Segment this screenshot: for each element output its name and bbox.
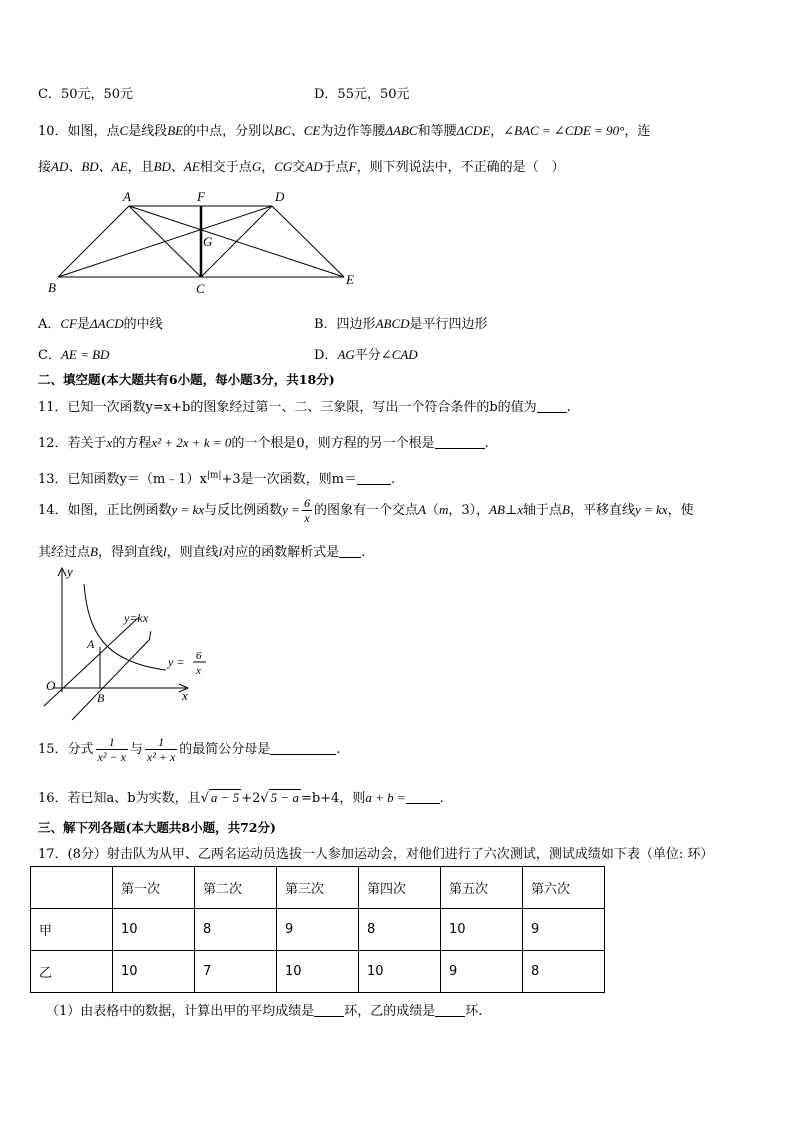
table-cell: 甲 [31, 909, 113, 951]
q16: 16．若已知a、b为实数，且√ a − 5 +2√ 5 − a =b+4，则a + b = . [38, 790, 444, 806]
q16-blank[interactable] [406, 791, 440, 804]
table-header-cell: 第五次 [441, 867, 523, 909]
q12-blank[interactable] [435, 436, 485, 449]
q17-sub1: （1）由表格中的数据，计算出甲的平均成绩是 环，乙的成绩是 环. [46, 1004, 483, 1019]
table-cell: 9 [277, 909, 359, 951]
table-cell: 10 [277, 951, 359, 993]
table-cell: 9 [441, 951, 523, 993]
table-cell: 10 [113, 909, 195, 951]
label-g: G [203, 234, 213, 249]
table-cell: 7 [195, 951, 277, 993]
q14-line2: 其经过点B，得到直线l，则直线l对应的函数解析式是 . [38, 544, 366, 560]
label-a: A [123, 189, 131, 204]
fig-x-den-label: x [196, 665, 201, 677]
table-cell: 乙 [31, 951, 113, 993]
fig-b-label: B [97, 691, 105, 705]
table-row [31, 909, 605, 951]
table-header-cell: 第四次 [359, 867, 441, 909]
q13: 13．已知函数$y=(m﹣1)x^{|m|}+3$是一次函数，则m＝ . [38, 470, 396, 487]
q16-sqrt-1: a − 5 [210, 790, 240, 805]
label-e: E [346, 272, 354, 287]
q13-blank[interactable] [357, 472, 391, 485]
q17-intro: 17．(8分）射击队为从甲、乙两名运动员选拔一人参加运动会，对他们进行了六次测试，测试成绩如下表（单位: 环） [38, 847, 714, 862]
table-header-cell: 第二次 [195, 867, 277, 909]
line-l [72, 640, 149, 720]
table-header-cell [31, 867, 113, 909]
fig-yeq-label: y = [168, 655, 185, 669]
table-cell: 10 [359, 951, 441, 993]
line-de [272, 206, 344, 277]
label-f: F [197, 189, 205, 204]
q11: 11．已知一次函数y=x+b的图象经过第一、二、三象限，写出一个符合条件的b的值为 . [38, 400, 571, 415]
q10-line1: 10．如图，点C是线段BE的中点，分别以BC、CE为边作等腰ΔABC和等腰ΔCDE，∠BAC = ∠CDE = 90°，连 [38, 123, 651, 139]
table-header-cell: 第六次 [523, 867, 605, 909]
label-d: D [275, 189, 285, 204]
q10-option-c: C．AE = BD [38, 347, 110, 363]
q15: 15．分式 $\frac{1}{\text{x² − x}}$ 与 $\frac{1}{\text{x² + x}}$ 的最简公分母是 . [38, 735, 341, 764]
q17-blank-2[interactable] [435, 1004, 465, 1017]
fig-ykx-label: y=kx [124, 611, 149, 625]
table-header-cell: 第一次 [113, 867, 195, 909]
q10-option-a: A．CF是ΔACD的中线 [38, 316, 163, 332]
line-ab [58, 206, 129, 277]
fig-six-label: 6 [196, 650, 202, 662]
fig-y-label: y [67, 564, 73, 579]
table-cell: 8 [523, 951, 605, 993]
label-c: C [196, 281, 205, 296]
q10-option-b: B．四边形ABCD是平行四边形 [314, 316, 488, 332]
fig-l-label: l [148, 628, 152, 643]
q9-option-c: C．50元，50元 [38, 87, 134, 102]
q17-blank-1[interactable] [314, 1004, 344, 1017]
line-ae [129, 206, 344, 277]
table-cell: 8 [195, 909, 277, 951]
fig-x-label: x [182, 688, 188, 703]
q15-fraction-1: $\frac{1}{\text{x² − x}}$ [97, 735, 126, 764]
q15-blank[interactable] [270, 742, 336, 755]
section2-heading: 二、填空题(本大题共有6小题，每小题3分，共18分) [38, 372, 335, 387]
table-header-cell: 第三次 [277, 867, 359, 909]
q11-blank[interactable] [537, 400, 567, 413]
q14-figure [36, 562, 216, 722]
line-bd [58, 206, 272, 277]
table-cell: 9 [523, 909, 605, 951]
q14-line1: 14．如图，正比例函数y = kx与反比例函数y = $\frac{6}{x}$ 的图象有一个交点A（m，3），AB⊥x轴于点B，平移直线y = kx，使 [38, 496, 694, 525]
q10-option-d: D．AG平分∠CAD [314, 347, 418, 363]
q14-blank[interactable] [339, 545, 361, 558]
fig-a-label: A [87, 637, 95, 651]
q15-fraction-2: $\frac{1}{\text{x² + x}}$ [146, 735, 176, 764]
q10-figure [40, 186, 370, 298]
line-ykx [44, 617, 139, 706]
table-row [31, 951, 605, 993]
table-cell: 10 [113, 951, 195, 993]
q10-line2: 接AD、BD、AE，且BD、AE相交于点G，CG交AD于点F，则下列说法中，不正确的是（ ） [38, 159, 565, 175]
q12: 12．若关于x的方程x² + 2x + k = 0的一个根是0，则方程的另一个根是 . [38, 435, 489, 451]
q9-option-d: D．55元，50元 [314, 87, 410, 102]
q14-fraction: $\frac{6}{x}$ [303, 496, 310, 525]
q16-sqrt-2: 5 − a [270, 790, 299, 805]
q17-score-table [30, 866, 605, 993]
table-cell: 8 [359, 909, 441, 951]
section3-heading: 三、解下列各题(本大题共8小题，共72分) [38, 820, 276, 835]
table-header-row [31, 867, 605, 909]
label-b: B [48, 280, 56, 295]
table-cell: 10 [441, 909, 523, 951]
fig-o-label: O [46, 678, 56, 693]
